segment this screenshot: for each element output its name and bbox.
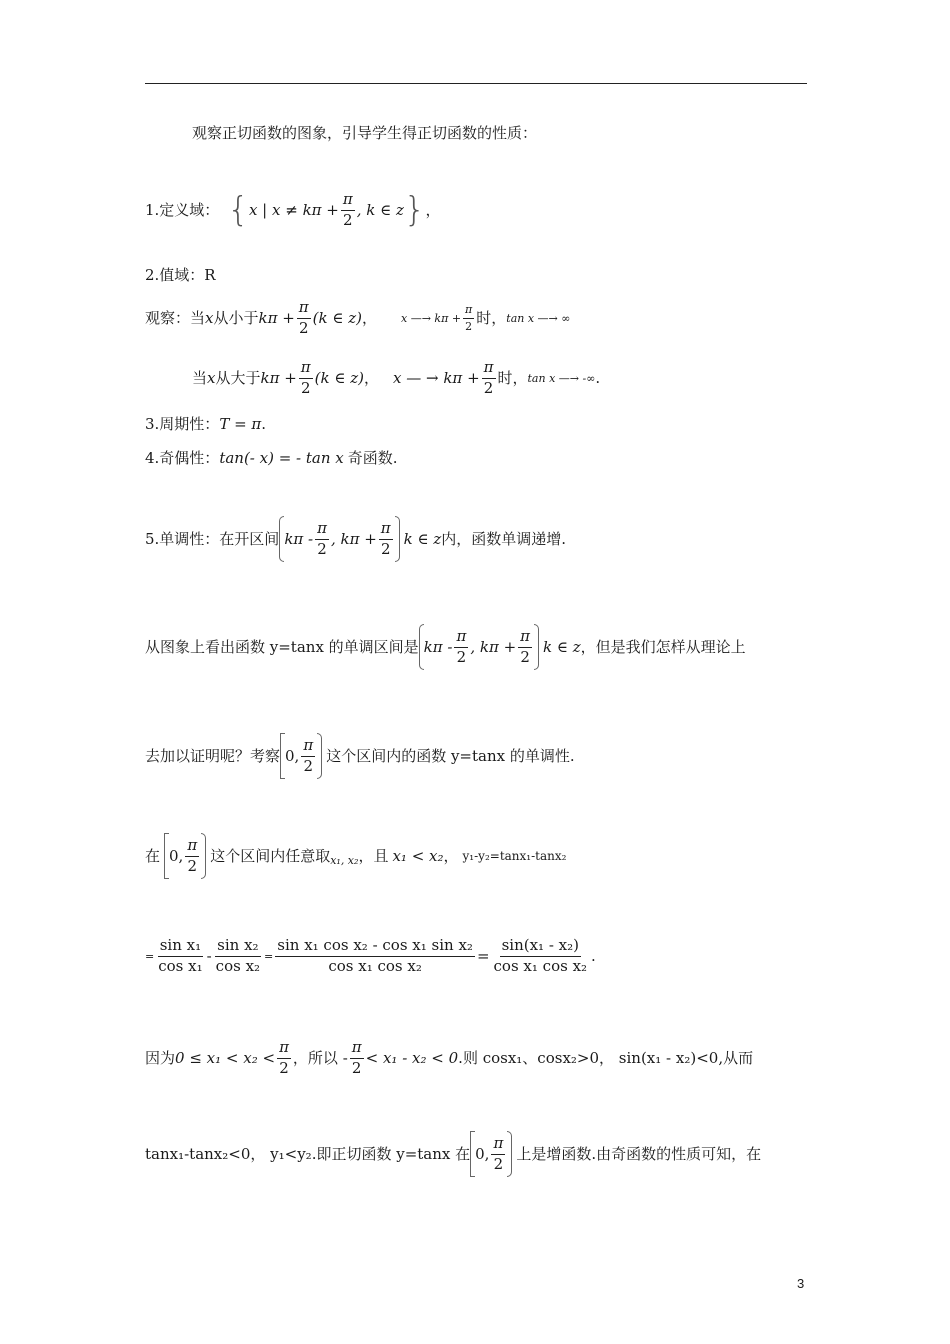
parity-expr: tan(- x) = - tan x bbox=[219, 449, 344, 467]
intro-text bbox=[192, 126, 537, 141]
p3-and: ，且 bbox=[358, 846, 389, 865]
obs2-fraction bbox=[299, 360, 313, 397]
frac-den: cos x₂ bbox=[215, 956, 261, 975]
intro-span: 观察正切函数的图象，引导学生得正切函数的性质： bbox=[192, 124, 538, 142]
eq-sign-2: = bbox=[264, 949, 274, 963]
frac-den: 2 bbox=[483, 378, 494, 397]
obs1-comma: ， bbox=[362, 308, 378, 327]
domain-set-close: , k ∈ z bbox=[356, 200, 404, 219]
obs2-limit-x: x — → kπ + bbox=[393, 368, 480, 387]
right-paren bbox=[317, 733, 322, 779]
period-line bbox=[145, 417, 266, 432]
p2-pre: 去加以证明呢？考察 bbox=[145, 746, 281, 765]
p1-pre: 从图象上看出函数 y=tanx 的单调区间是 bbox=[145, 637, 419, 656]
right-paren bbox=[507, 1131, 512, 1177]
p2-zero: 0, bbox=[285, 746, 300, 765]
right-brace: } bbox=[403, 189, 426, 230]
obs1-fraction bbox=[297, 300, 311, 337]
obs1-kpi: kπ + bbox=[258, 308, 295, 327]
eq-fraction-2 bbox=[214, 938, 262, 975]
domain-label: 1.定义域： bbox=[145, 200, 220, 219]
frac-den: 2 bbox=[380, 539, 391, 558]
obs2-limit-fraction bbox=[482, 360, 496, 397]
frac-den: 2 bbox=[298, 318, 309, 337]
range-label: 2.值域：R bbox=[145, 266, 216, 284]
obs1-limit-tan: tan x —→ ∞ bbox=[506, 311, 571, 325]
range-line bbox=[145, 268, 216, 283]
p1-kz: k ∈ z bbox=[543, 637, 581, 656]
frac-den: 2 bbox=[300, 378, 311, 397]
p3-comma: ， bbox=[443, 846, 459, 865]
p1-fraction-1 bbox=[454, 626, 468, 666]
frac-den: 2 bbox=[279, 1058, 289, 1077]
frac-num: π bbox=[454, 629, 468, 648]
header-rule bbox=[145, 83, 807, 84]
para-1 bbox=[145, 624, 746, 670]
frac-den: 2 bbox=[456, 647, 467, 666]
frac-den: 2 bbox=[187, 856, 198, 875]
p2-fraction bbox=[301, 735, 315, 775]
frac-num: π bbox=[185, 838, 199, 857]
obs2-end: . bbox=[595, 368, 601, 387]
mono-fraction-1 bbox=[315, 518, 329, 558]
frac-num: π bbox=[463, 304, 474, 319]
mono-kz: k ∈ z bbox=[403, 529, 442, 548]
p4-fraction-2 bbox=[350, 1040, 364, 1077]
observe-line-1 bbox=[145, 300, 570, 337]
mono-tail: 内，函数单调递增. bbox=[441, 529, 567, 548]
frac-num: π bbox=[315, 521, 329, 540]
obs2-limit-tan: tan x —→ -∞ bbox=[527, 371, 596, 385]
frac-num: π bbox=[301, 738, 315, 757]
obs2-x: x bbox=[207, 368, 216, 387]
frac-num: π bbox=[277, 1040, 291, 1059]
obs1-kz: (k ∈ z) bbox=[312, 308, 362, 327]
frac-num: π bbox=[518, 629, 532, 648]
para-2 bbox=[145, 733, 575, 779]
p3-zero: 0, bbox=[169, 846, 184, 865]
frac-num: π bbox=[350, 1040, 364, 1059]
p1-fraction-2 bbox=[518, 626, 532, 666]
parity-label: 4.奇偶性： bbox=[145, 449, 220, 467]
obs1-shi: 时， bbox=[476, 308, 507, 327]
eq-minus: - bbox=[206, 946, 212, 965]
p4-ineq: 0 ≤ x₁ < x₂ < bbox=[175, 1048, 276, 1067]
frac-num: sin x₁ bbox=[158, 938, 203, 957]
p3-mid: 这个区间内任意取 bbox=[210, 846, 331, 865]
p5-pre: tanx₁-tanx₂<0， y₁<y₂.即正切函数 y=tanx 在 bbox=[145, 1144, 471, 1163]
frac-den: 2 bbox=[351, 1058, 362, 1077]
obs1-limit-fraction bbox=[463, 304, 474, 332]
frac-den: 2 bbox=[520, 647, 530, 666]
period-expr: T = π bbox=[219, 415, 262, 433]
mono-mid: , kπ + bbox=[330, 529, 377, 548]
period-end: . bbox=[261, 415, 267, 433]
frac-den: 2 bbox=[317, 539, 327, 558]
period-label: 3.周期性： bbox=[145, 415, 220, 433]
p3-ineq: x₁ < x₂ bbox=[392, 846, 444, 865]
observe-line-2 bbox=[192, 360, 600, 397]
right-paren bbox=[395, 516, 400, 562]
page-number: 3 bbox=[797, 1276, 805, 1291]
mono-fraction-2 bbox=[379, 518, 393, 558]
mono-a: kπ - bbox=[284, 529, 314, 548]
frac-num: π bbox=[299, 360, 313, 379]
left-brace: { bbox=[227, 189, 249, 230]
p4-tail: .则 cosx₁、cosx₂>0， sin(x₁ - x₂)<0,从而 bbox=[458, 1048, 754, 1067]
p4-so: ，所以 - bbox=[292, 1048, 348, 1067]
mono-label: 5.单调性：在开区间 bbox=[145, 529, 280, 548]
domain-set-open: x | x ≠ kπ + bbox=[248, 200, 339, 219]
para-5 bbox=[145, 1131, 761, 1177]
frac-den: 2 bbox=[493, 1154, 504, 1173]
eq-sign-3: = bbox=[476, 946, 490, 965]
p3-diff: y₁-y₂=tanx₁-tanx₂ bbox=[462, 849, 567, 863]
domain-tail: ， bbox=[425, 200, 441, 219]
right-paren bbox=[534, 624, 539, 670]
p1-a: kπ - bbox=[423, 637, 453, 656]
eq-fraction-3 bbox=[275, 938, 475, 975]
obs2-kpi: kπ + bbox=[260, 368, 297, 387]
p3-fraction bbox=[185, 835, 199, 875]
obs1-limit-x: x —→ kπ + bbox=[401, 311, 462, 325]
eq-sign-1: = bbox=[145, 949, 155, 963]
p4-ineq2: < x₁ - x₂ < 0 bbox=[365, 1048, 459, 1067]
frac-den: 2 bbox=[465, 319, 473, 333]
p2-tail: 这个区间内的函数 y=tanx 的单调性. bbox=[326, 746, 575, 765]
p4-fraction-1 bbox=[277, 1040, 291, 1077]
obs2-label: 当 bbox=[192, 368, 208, 387]
frac-den: 2 bbox=[303, 756, 314, 775]
p5-zero: 0, bbox=[475, 1144, 490, 1163]
p3-pre: 在 bbox=[145, 846, 161, 865]
frac-den: 2 bbox=[343, 210, 353, 229]
obs2-kz: (k ∈ z) bbox=[314, 368, 364, 387]
frac-den: cos x₁ bbox=[158, 956, 203, 975]
obs2-comma: ， bbox=[364, 368, 380, 387]
eq-fraction-1 bbox=[156, 938, 204, 975]
domain-line bbox=[145, 189, 441, 230]
frac-num: sin x₁ cos x₂ - cos x₁ sin x₂ bbox=[275, 938, 475, 957]
p3-x12: x₁, x₂ bbox=[330, 853, 359, 867]
frac-num: π bbox=[379, 521, 393, 540]
obs1-from: 从小于 bbox=[213, 308, 259, 327]
obs1-label: 观察：当 bbox=[145, 308, 206, 327]
frac-den: cos x₁ cos x₂ bbox=[493, 956, 588, 975]
domain-fraction bbox=[341, 192, 355, 229]
p1-mid: , kπ + bbox=[470, 637, 517, 656]
frac-num: π bbox=[341, 192, 355, 211]
frac-num: π bbox=[491, 1136, 505, 1155]
p4-pre: 因为 bbox=[145, 1048, 176, 1067]
equation-line bbox=[145, 938, 596, 975]
obs1-x: x bbox=[205, 308, 214, 327]
p1-tail: ，但是我们怎样从理论上 bbox=[580, 637, 746, 656]
para-4 bbox=[145, 1040, 753, 1077]
frac-num: π bbox=[297, 300, 311, 319]
frac-num: sin x₂ bbox=[215, 938, 260, 957]
frac-num: π bbox=[482, 360, 496, 379]
obs2-shi: 时， bbox=[497, 368, 528, 387]
eq-end: . bbox=[591, 946, 596, 965]
parity-tail: 奇函数. bbox=[347, 449, 398, 467]
eq-fraction-4 bbox=[492, 938, 590, 975]
p5-tail: 上是增函数.由奇函数的性质可知，在 bbox=[516, 1144, 762, 1163]
p5-fraction bbox=[491, 1133, 505, 1173]
parity-line bbox=[145, 451, 398, 466]
right-paren bbox=[201, 833, 206, 879]
obs2-from: 从大于 bbox=[215, 368, 261, 387]
mono-line bbox=[145, 516, 566, 562]
para-3 bbox=[145, 833, 566, 879]
frac-den: cos x₁ cos x₂ bbox=[328, 956, 422, 975]
frac-num: sin(x₁ - x₂) bbox=[500, 938, 581, 957]
